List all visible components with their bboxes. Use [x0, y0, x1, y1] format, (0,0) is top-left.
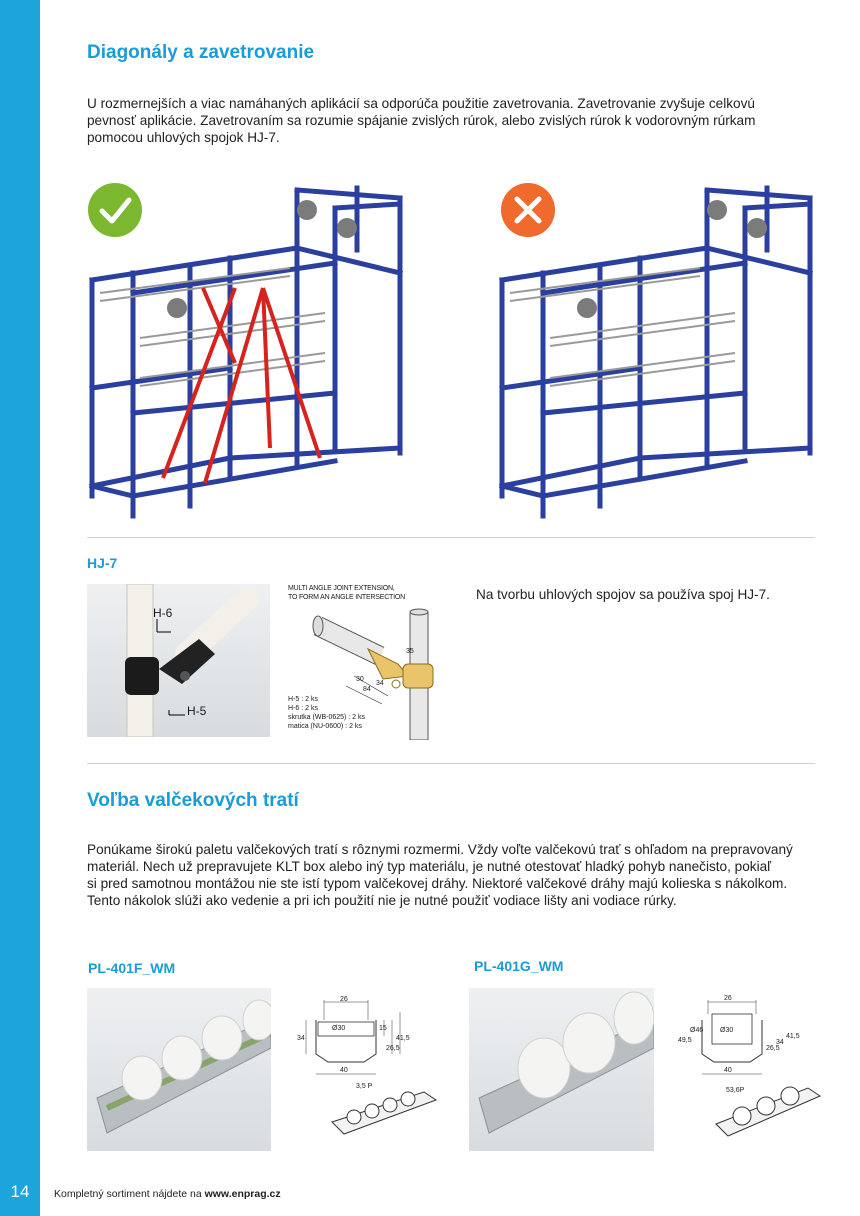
product-name-pl401g: PL-401G_WM	[474, 958, 564, 974]
frame-with-bracing-illustration	[85, 178, 415, 523]
dim-34: 34	[376, 680, 384, 687]
pl401f-technical-drawing	[294, 992, 454, 1152]
hj7-technical-drawing	[288, 584, 458, 740]
side-color-bar	[0, 0, 40, 1216]
footer-text: Kompletný sortiment nájdete na	[54, 1188, 205, 1200]
dim-top: 26	[724, 995, 732, 1002]
drawing-title-line: MULTI ANGLE JOINT EXTENSION,	[288, 585, 395, 592]
dim-h3: 34	[776, 1039, 784, 1046]
footer	[54, 1188, 281, 1200]
page-number: 14	[10, 1182, 30, 1201]
paragraph-line: Tento nákolok slúži ako vedenie a pri ich použití nie je nutné použiť vodiace lišty ani vodiace rúrky.	[87, 893, 677, 908]
hj7-title: HJ-7	[87, 555, 118, 571]
parts-item: H-6 : 2 ks	[288, 705, 318, 712]
paragraph-line: U rozmernejších a viac namáhaných aplikácií sa odporúča použitie zavetrovania. Zavetrovanie zvyšuje celkovú	[87, 96, 755, 111]
pl401g-technical-drawing	[676, 992, 836, 1152]
dim-h3: 41,5	[396, 1035, 410, 1042]
dim-d2: Ø30	[720, 1027, 734, 1034]
dim-30: 30	[356, 676, 364, 683]
paragraph-line: Ponúkame širokú paletu valčekových tratí s rôznymi rozmermi. Vždy voľte valčekovú trať s ohľadom na prepravovaný	[87, 842, 793, 857]
dim-h2: 26,5	[766, 1045, 780, 1052]
h6-label: H-6	[153, 606, 173, 620]
dim-h0: 49,5	[678, 1037, 692, 1044]
dim-84: 84	[363, 686, 371, 693]
frame-without-bracing-illustration	[495, 178, 825, 523]
product-name-pl401f: PL-401F_WM	[88, 960, 176, 976]
dim-d1: Ø46	[690, 1027, 704, 1034]
paragraph-line: si pred samotnou montážou nie ste istí typom valčekovej dráhy. Niektoré valčekové dráhy majú kolieska s nákolkom.	[87, 876, 788, 891]
section-divider	[87, 763, 815, 764]
paragraph-line: pomocou uhlových spojok HJ-7.	[87, 130, 280, 145]
dim-35: 35	[406, 648, 414, 655]
roller-tracks-paragraph	[87, 841, 827, 909]
h5-label: H-5	[187, 704, 207, 718]
paragraph-line: pevnosť aplikácie. Zavetrovaním sa rozumie spájanie zvislých rúrok, alebo zvislých rúrok k vodorovným rúrkam	[87, 113, 756, 128]
dim-pitch: 53,6P	[726, 1087, 745, 1094]
section-divider	[87, 537, 815, 538]
dim-pitch: 3,5 P	[356, 1083, 373, 1090]
dim-bottom: 40	[724, 1067, 732, 1074]
drawing-title	[288, 584, 458, 602]
parts-item: skrutka (WB-0625) : 2 ks	[288, 714, 366, 721]
dim-diameter: Ø30	[332, 1025, 346, 1032]
hj7-photo	[87, 584, 270, 737]
check-icon	[88, 183, 142, 237]
parts-item: H-5 : 2 ks	[288, 696, 318, 703]
dim-h1: 15	[379, 1025, 387, 1032]
paragraph-line: materiál. Nech už prepravujete KLT box alebo iný typ materiálu, je nutné otestovať hladký pohyb nanečisto, pokiaľ	[87, 859, 772, 874]
hj7-caption: Na tvorbu uhlových spojov sa používa spoj HJ-7.	[476, 587, 770, 602]
section-title-bracing: Diagonály a zavetrovanie	[87, 42, 315, 63]
drawing-title-line: TO FORM AN ANGLE INTERSECTION	[288, 594, 405, 601]
pl401f-photo	[87, 988, 271, 1151]
dim-top: 26	[340, 996, 348, 1003]
dim-h2: 26,5	[386, 1045, 400, 1052]
hj7-parts-list	[288, 695, 365, 731]
dim-bottom: 40	[340, 1067, 348, 1074]
parts-item: matica (NU-0600) : 2 ks	[288, 723, 362, 730]
dim-h4: 41,5	[786, 1033, 800, 1040]
section-title-roller-tracks: Voľba valčekových tratí	[87, 790, 299, 811]
pl401g-photo	[469, 988, 654, 1151]
bracing-paragraph	[87, 95, 827, 146]
dim-left: 34	[297, 1035, 305, 1042]
footer-link[interactable]: www.enprag.cz	[204, 1188, 281, 1200]
